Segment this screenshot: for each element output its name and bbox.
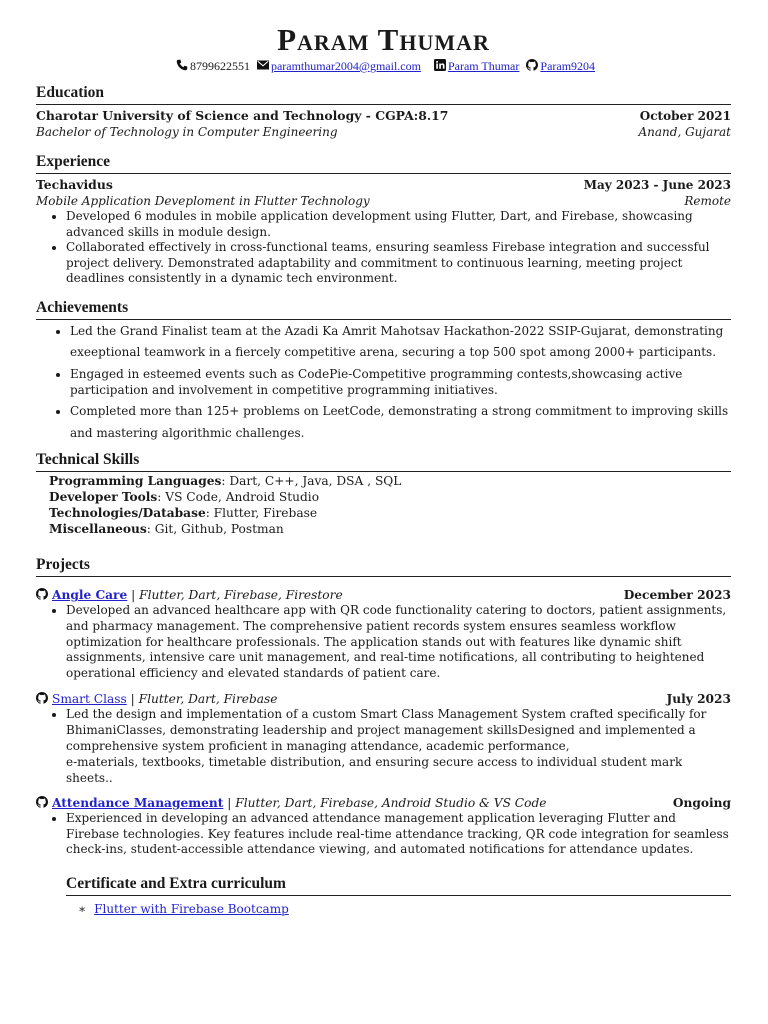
linkedin-icon [434, 59, 446, 71]
list-item [78, 902, 731, 918]
certificates-heading: Certificate and Extra curriculum [66, 874, 731, 896]
github-icon [36, 692, 48, 704]
education-location: Anand, Gujarat [638, 125, 731, 139]
project-link-angle-care[interactable]: Angle Care [52, 588, 128, 603]
achievements-list [36, 321, 731, 444]
list-item: • Experienced in developing an advanced attendance management application leveraging Flutter and Firebase technologies. Key features include real-time attendance tracking, QR code integration for seamless check-ins, student-accessible attendance viewing, and automated notifications for attendance updates. [66, 811, 731, 858]
school-name: Charotar University of Science and Technology - CGPA:8.17 [36, 108, 449, 123]
email-link[interactable]: paramthumar2004@gmail.com [270, 59, 421, 73]
education-heading: Education [36, 83, 731, 105]
list-item: • Collaborated effectively in cross-functional teams, ensuring seamless Firebase integration and successful project delivery. Demonstrated adaptability and commitment to continuous learning, meeting project deadlines consistently in a dynamic tech environment. [66, 240, 731, 287]
list-item: • Developed an advanced healthcare app with QR code functionality catering to doctors, patient assignments, and pharmacy management. The comprehensive patient records system ensures seamless workflow optimization for healthcare professionals. The application stands out with features like dynamic shift assignments, intensive care unit management, and real-time notifications, all contributing to heightened operational efficiency and elevated standards of patient care. [66, 603, 731, 681]
skills-list [36, 474, 731, 537]
project-link-attendance-management[interactable]: Attendance Management [52, 796, 224, 811]
project-bullets [36, 707, 731, 754]
phone-icon [176, 59, 188, 71]
linkedin-link[interactable]: Param Thumar [447, 59, 520, 73]
skill-row [49, 506, 731, 522]
list-item: • Led the design and implementation of a custom Smart Class Management System crafted specifically for BhimaniClasses, demonstrating leadership and project management skillsDesigned and implemented a comprehensive system proficient in managing attendance, academic performance, [66, 707, 731, 754]
email-icon [257, 59, 269, 71]
resume-page [36, 22, 731, 918]
certificates-list [66, 902, 731, 918]
list-item: • Led the Grand Finalist team at the Azadi Ka Amrit Mahotsav Hackathon-2022 SSIP-Gujarat, demonstrating exeeptional teamwork in a fiercely competitive arena, securing a top 500 spot among 2000+ participants. [70, 321, 731, 364]
project-header: Angle Care | Flutter, Dart, Firebase, Firestore December 2023 [36, 587, 731, 603]
skill-row [49, 490, 731, 506]
education-date: October 2021 [639, 109, 731, 123]
project-bullets [36, 811, 731, 858]
skill-label: Technologies/Database [49, 505, 206, 520]
list-item: • Engaged in esteemed events such as CodePie-Competitive programming contests,showcasing active participation and involvement in competitive programming initiatives. [70, 367, 731, 398]
certificate-link[interactable]: Flutter with Firebase Bootcamp [94, 902, 289, 917]
skill-row [49, 522, 731, 538]
skill-value: : Dart, C++, Java, DSA , SQL [221, 474, 402, 489]
github-icon [36, 588, 48, 600]
project-tech: Flutter, Dart, Firebase [138, 692, 278, 707]
projects-heading: Projects [36, 555, 731, 577]
project-tech: Flutter, Dart, Firebase, Android Studio & VS Code [235, 796, 547, 811]
degree: Bachelor of Technology in Computer Engineering [36, 125, 338, 139]
phone-number: 8799622551 [189, 59, 250, 73]
skill-row [49, 474, 731, 490]
list-item: • Developed 6 modules in mobile application development using Flutter, Dart, and Firebase, showcasing advanced skills in module design. [66, 209, 731, 240]
skill-value: : Flutter, Firebase [205, 505, 318, 520]
skill-value: : Git, Github, Postman [146, 521, 284, 536]
github-icon [36, 796, 48, 808]
project-link-smart-class[interactable]: Smart Class [52, 692, 127, 707]
experience-bullets [36, 209, 731, 287]
skill-value: : VS Code, Android Studio [157, 489, 320, 504]
project-date: Ongoing [672, 796, 731, 811]
project-header: Attendance Management | Flutter, Dart, Firebase, Android Studio & VS Code Ongoing [36, 795, 731, 811]
job-role: Mobile Application Deveploment in Flutter Technology [36, 194, 370, 208]
project-tech: Flutter, Dart, Firebase, Firestore [139, 588, 343, 603]
github-link[interactable]: Param9204 [540, 59, 596, 73]
candidate-name: Param Thumar [277, 22, 490, 57]
experience-heading: Experience [36, 152, 731, 174]
experience-location: Remote [684, 194, 731, 208]
project-bullets [36, 603, 731, 681]
list-item: • Completed more than 125+ problems on LeetCode, demonstrating a strong commitment to improving skills and mastering algorithmic challenges. [70, 401, 731, 444]
contact-line [36, 58, 731, 74]
experience-date: May 2023 - June 2023 [583, 178, 731, 192]
achievements-heading: Achievements [36, 298, 731, 320]
skill-label: Programming Languages [49, 474, 222, 489]
github-icon [526, 59, 538, 71]
project-date: December 2023 [623, 588, 731, 603]
project-extra-line: e-materials, textbooks, timetable distribution, and ensuring secure access to individual student mark sheets.. [66, 755, 683, 785]
company-name: Techavidus [36, 177, 113, 192]
skill-label: Developer Tools [49, 489, 158, 504]
skills-heading: Technical Skills [36, 450, 731, 472]
project-header: Smart Class | Flutter, Dart, Firebase July 2023 [36, 691, 731, 707]
project-date: July 2023 [666, 692, 731, 707]
skill-label: Miscellaneous [49, 521, 147, 536]
